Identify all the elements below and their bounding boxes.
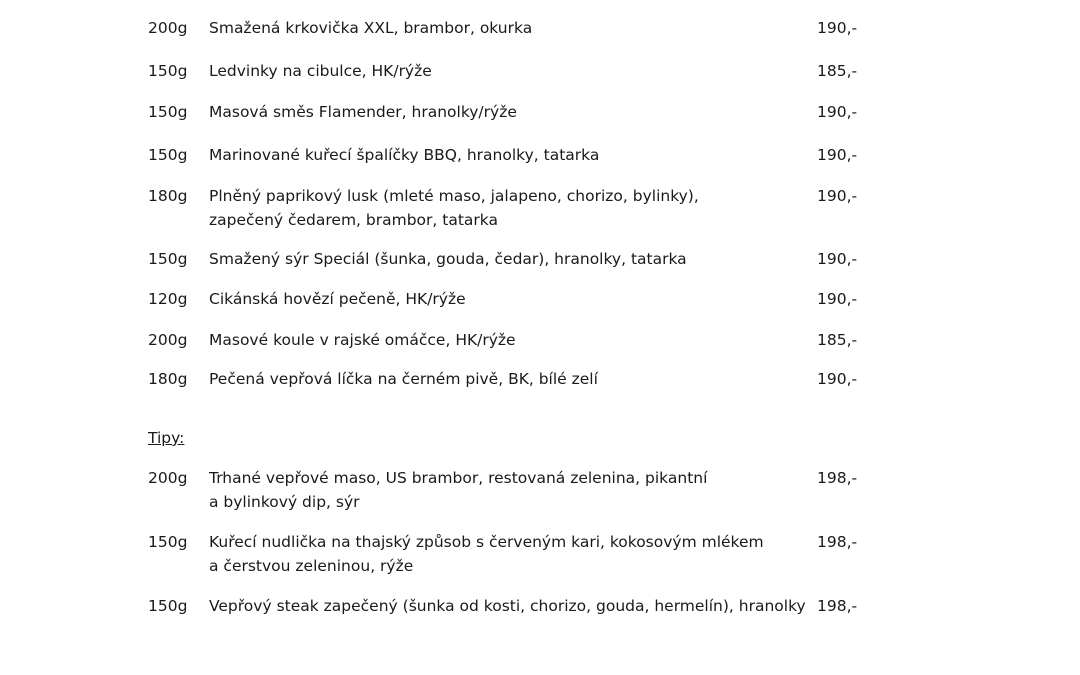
item-weight: 120g <box>148 290 188 308</box>
item-weight: 150g <box>148 62 188 80</box>
item-weight: 200g <box>148 19 188 37</box>
item-weight: 180g <box>148 187 188 205</box>
item-price: 190,- <box>817 250 858 268</box>
item-price: 185,- <box>817 62 858 80</box>
item-description-line: zapečený čedarem, brambor, tatarka <box>209 211 498 229</box>
item-description <box>209 59 809 83</box>
item-price: 198,- <box>817 597 858 615</box>
item-description-line: a čerstvou zeleninou, rýže <box>209 557 414 575</box>
item-description-line: Smažený sýr Speciál (šunka, gouda, čedar), hranolky, tatarka <box>209 250 687 268</box>
item-description-line: Cikánská hovězí pečeně, HK/rýže <box>209 290 466 308</box>
item-description-line: Pečená vepřová líčka na černém pivě, BK, bílé zelí <box>209 370 598 388</box>
item-weight: 150g <box>148 250 188 268</box>
item-weight: 150g <box>148 597 188 615</box>
item-description-line: Kuřecí nudlička na thajský způsob s červeným kari, kokosovým mlékem <box>209 533 764 551</box>
item-description <box>209 594 809 618</box>
item-description <box>209 287 809 311</box>
item-description <box>209 16 809 40</box>
item-description <box>209 247 809 271</box>
item-description-line: Masová směs Flamender, hranolky/rýže <box>209 103 517 121</box>
item-price: 198,- <box>817 533 858 551</box>
item-price: 190,- <box>817 146 858 164</box>
item-price: 190,- <box>817 19 858 37</box>
item-weight: 200g <box>148 469 188 487</box>
item-description <box>209 143 809 167</box>
item-description <box>209 530 809 578</box>
item-description <box>209 328 809 352</box>
item-price: 190,- <box>817 103 858 121</box>
item-price: 198,- <box>817 469 858 487</box>
item-description-line: Masové koule v rajské omáčce, HK/rýže <box>209 331 516 349</box>
item-description-line: Smažená krkovička XXL, brambor, okurka <box>209 19 533 37</box>
item-description-line: Trhané vepřové maso, US brambor, restovaná zelenina, pikantní <box>209 469 708 487</box>
item-description <box>209 100 809 124</box>
item-description-line: Vepřový steak zapečený (šunka od kosti, chorizo, gouda, hermelín), hranolky <box>209 597 806 615</box>
item-price: 190,- <box>817 290 858 308</box>
item-price: 190,- <box>817 370 858 388</box>
item-description <box>209 367 809 391</box>
item-description-line: Ledvinky na cibulce, HK/rýže <box>209 62 432 80</box>
item-weight: 150g <box>148 146 188 164</box>
item-description-line: a bylinkový dip, sýr <box>209 493 360 511</box>
item-weight: 150g <box>148 533 188 551</box>
item-weight: 180g <box>148 370 188 388</box>
item-description <box>209 466 809 514</box>
item-price: 190,- <box>817 187 858 205</box>
item-weight: 200g <box>148 331 188 349</box>
section-title-tipy: Tipy: <box>148 429 185 447</box>
item-description-line: Plněný paprikový lusk (mleté maso, jalapeno, chorizo, bylinky), <box>209 187 699 205</box>
item-weight: 150g <box>148 103 188 121</box>
item-description <box>209 184 809 232</box>
item-description-line: Marinované kuřecí špalíčky BBQ, hranolky, tatarka <box>209 146 600 164</box>
item-price: 185,- <box>817 331 858 349</box>
